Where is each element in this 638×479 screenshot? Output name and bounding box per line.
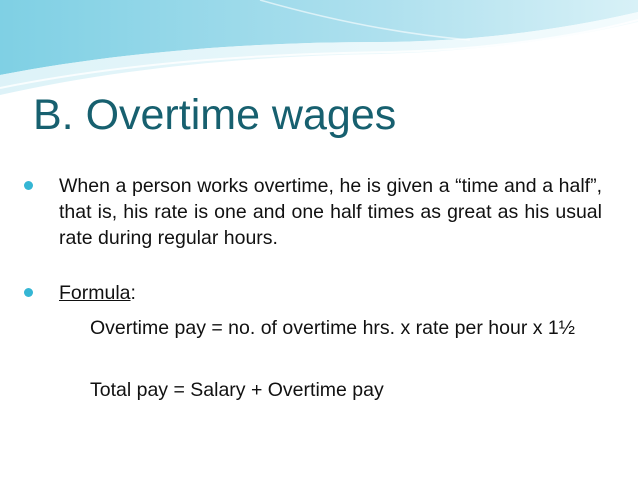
slide-body [24, 173, 602, 403]
formula-equation [24, 315, 602, 341]
bullet-item-formula [24, 280, 602, 306]
bullet-text: When a person works overtime, he is given a “time and a half”, that is, his rate is one and one half times as great as his usual rate during regular hours. [59, 175, 602, 249]
formula-text: Overtime pay = no. of overtime hrs. x rate per hour x 1½ [90, 317, 576, 339]
total-pay-equation: Total pay = Salary + Overtime pay [90, 379, 384, 401]
formula-label: Formula [59, 282, 131, 304]
bullet-icon [24, 288, 33, 297]
bullet-item-overtime-definition [24, 173, 602, 251]
bullet-icon [24, 181, 33, 190]
slide-title: B. Overtime wages [33, 91, 397, 139]
formula-colon: : [130, 282, 136, 304]
